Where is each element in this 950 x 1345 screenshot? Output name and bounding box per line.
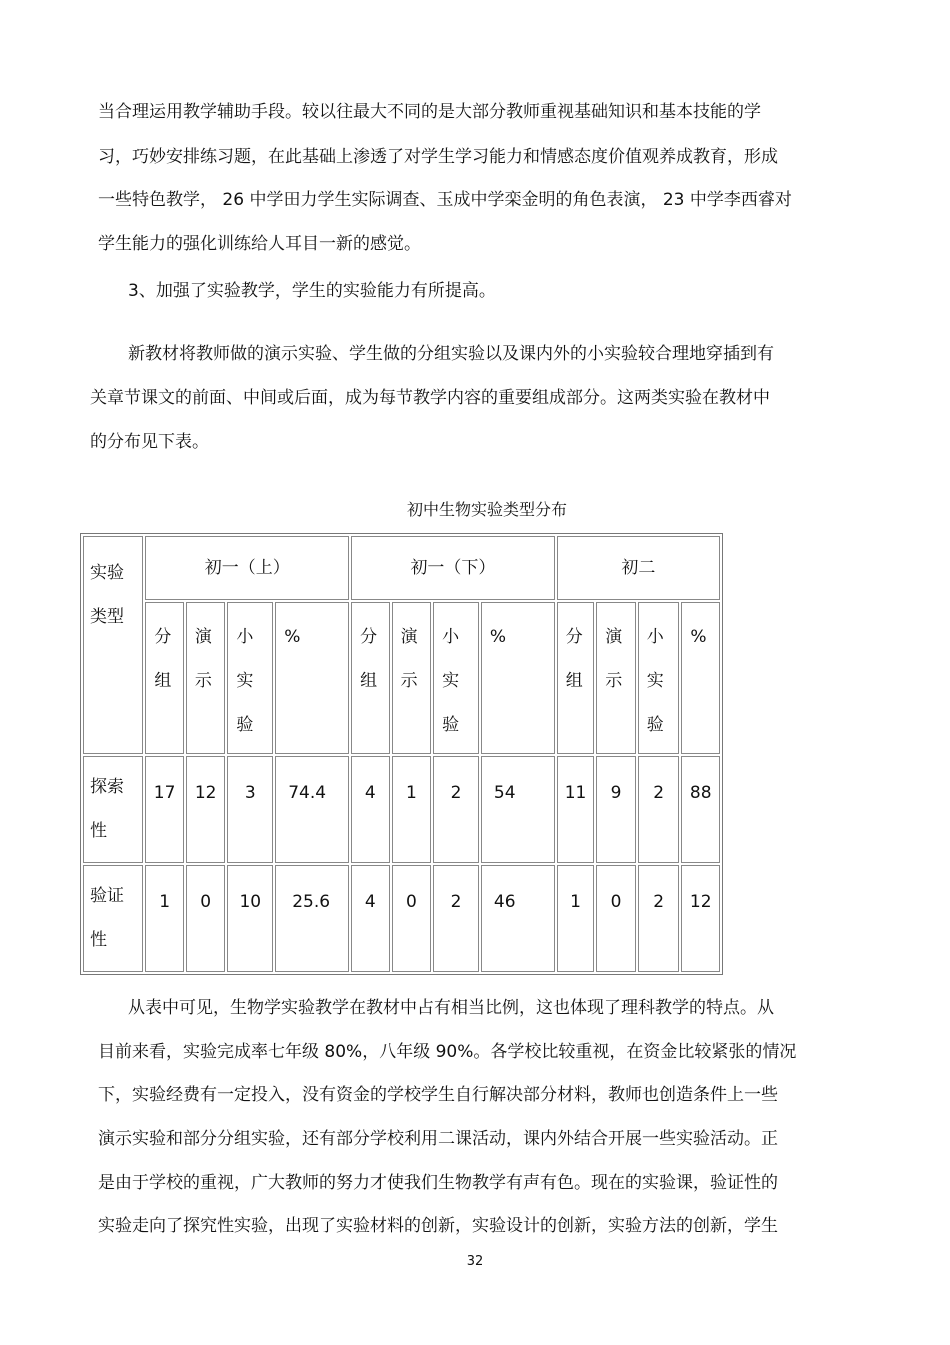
paragraph-line: 是由于学校的重视，广大教师的努力才使我们生物教学有声有色。现在的实验课，验证性的 (98, 1173, 778, 1193)
paragraph-line: 当合理运用教学辅助手段。较以往最大不同的是大部分教师重视基础知识和基本技能的学 (98, 102, 761, 122)
paragraph-line: 目前来看，实验完成率七年级 80%，八年级 90%。各学校比较重视，在资金比较紧张的情况 (98, 1042, 797, 1062)
subheader-cell: 分组 (351, 602, 390, 754)
table-cell: 12 (186, 756, 226, 863)
table-cell: 1 (557, 865, 594, 972)
paragraph-line: 实验走向了探究性实验，出现了实验材料的创新，实验设计的创新，实验方法的创新，学生 (98, 1216, 778, 1236)
table-cell: 2 (638, 865, 680, 972)
table-cell: 54 (481, 756, 555, 863)
table-caption: 初中生物实验类型分布 (407, 500, 568, 519)
table-cell: 2 (433, 756, 479, 863)
subheader-cell: % (481, 602, 555, 754)
table-cell: 12 (681, 865, 720, 972)
table-row (83, 756, 720, 863)
page-number: 32 (466, 1254, 484, 1269)
table-cell: 2 (638, 756, 680, 863)
table-cell: 88 (681, 756, 720, 863)
subheader-cell: 演示 (186, 602, 226, 754)
paragraph-line: 的分布见下表。 (90, 432, 209, 452)
subheader-cell: 小实验 (227, 602, 273, 754)
table-cell: 74.4 (275, 756, 349, 863)
experiment-distribution-table (80, 533, 723, 975)
subheader-cell: 小实验 (433, 602, 479, 754)
table-cell: 46 (481, 865, 555, 972)
paragraph-line: 从表中可见，生物学实验教学在教材中占有相当比例，这也体现了理科教学的特点。从 (128, 998, 774, 1018)
table-cell: 11 (557, 756, 594, 863)
subheader-cell: % (681, 602, 720, 754)
corner-cell (83, 536, 143, 754)
table-subheader-row (83, 602, 720, 754)
table-cell: 4 (351, 756, 390, 863)
subheader-cell: 小实验 (638, 602, 680, 754)
subheader-cell: 演示 (392, 602, 432, 754)
paragraph-line: 关章节课文的前面、中间或后面，成为每节教学内容的重要组成部分。这两类实验在教材中 (90, 388, 770, 408)
row-label: 验证性 (83, 865, 143, 972)
table-cell: 4 (351, 865, 390, 972)
paragraph-line: 演示实验和部分分组实验，还有部分学校利用二课活动，课内外结合开展一些实验活动。正 (98, 1129, 778, 1149)
table-cell: 2 (433, 865, 479, 972)
paragraph-line: 新教材将教师做的演示实验、学生做的分组实验以及课内外的小实验较合理地穿插到有 (128, 344, 774, 364)
group-header: 初一（下） (351, 536, 555, 600)
paragraph-line: 学生能力的强化训练给人耳目一新的感觉。 (98, 234, 421, 254)
table-cell: 1 (145, 865, 184, 972)
table-cell: 17 (145, 756, 184, 863)
row-label: 探索性 (83, 756, 143, 863)
paragraph-line: 下，实验经费有一定投入，没有资金的学校学生自行解决部分材料，教师也创造条件上一些 (98, 1085, 778, 1105)
table-header-row (83, 536, 720, 600)
table-cell: 0 (596, 865, 636, 972)
group-header: 初二 (557, 536, 720, 600)
paragraph-line: 一些特色教学， 26 中学田力学生实际调查、玉成中学栾金明的角色表演， 23 中学李西睿对 (98, 190, 792, 210)
table-cell: 10 (227, 865, 273, 972)
table-cell: 3 (227, 756, 273, 863)
paragraph-line: 习，巧妙安排练习题，在此基础上渗透了对学生学习能力和情感态度价值观养成教育，形成 (98, 147, 778, 167)
subheader-cell: 分组 (557, 602, 594, 754)
subheader-cell: 分组 (145, 602, 184, 754)
subheader-cell: % (275, 602, 349, 754)
table-cell: 0 (186, 865, 226, 972)
table-cell: 0 (392, 865, 432, 972)
group-header: 初一（上） (145, 536, 349, 600)
table-row (83, 865, 720, 972)
subheader-cell: 演示 (596, 602, 636, 754)
table-cell: 1 (392, 756, 432, 863)
table-cell: 25.6 (275, 865, 349, 972)
corner-label: 实验类型 (90, 563, 124, 627)
section-heading: 3、加强了实验教学，学生的实验能力有所提高。 (128, 281, 496, 301)
table-cell: 9 (596, 756, 636, 863)
